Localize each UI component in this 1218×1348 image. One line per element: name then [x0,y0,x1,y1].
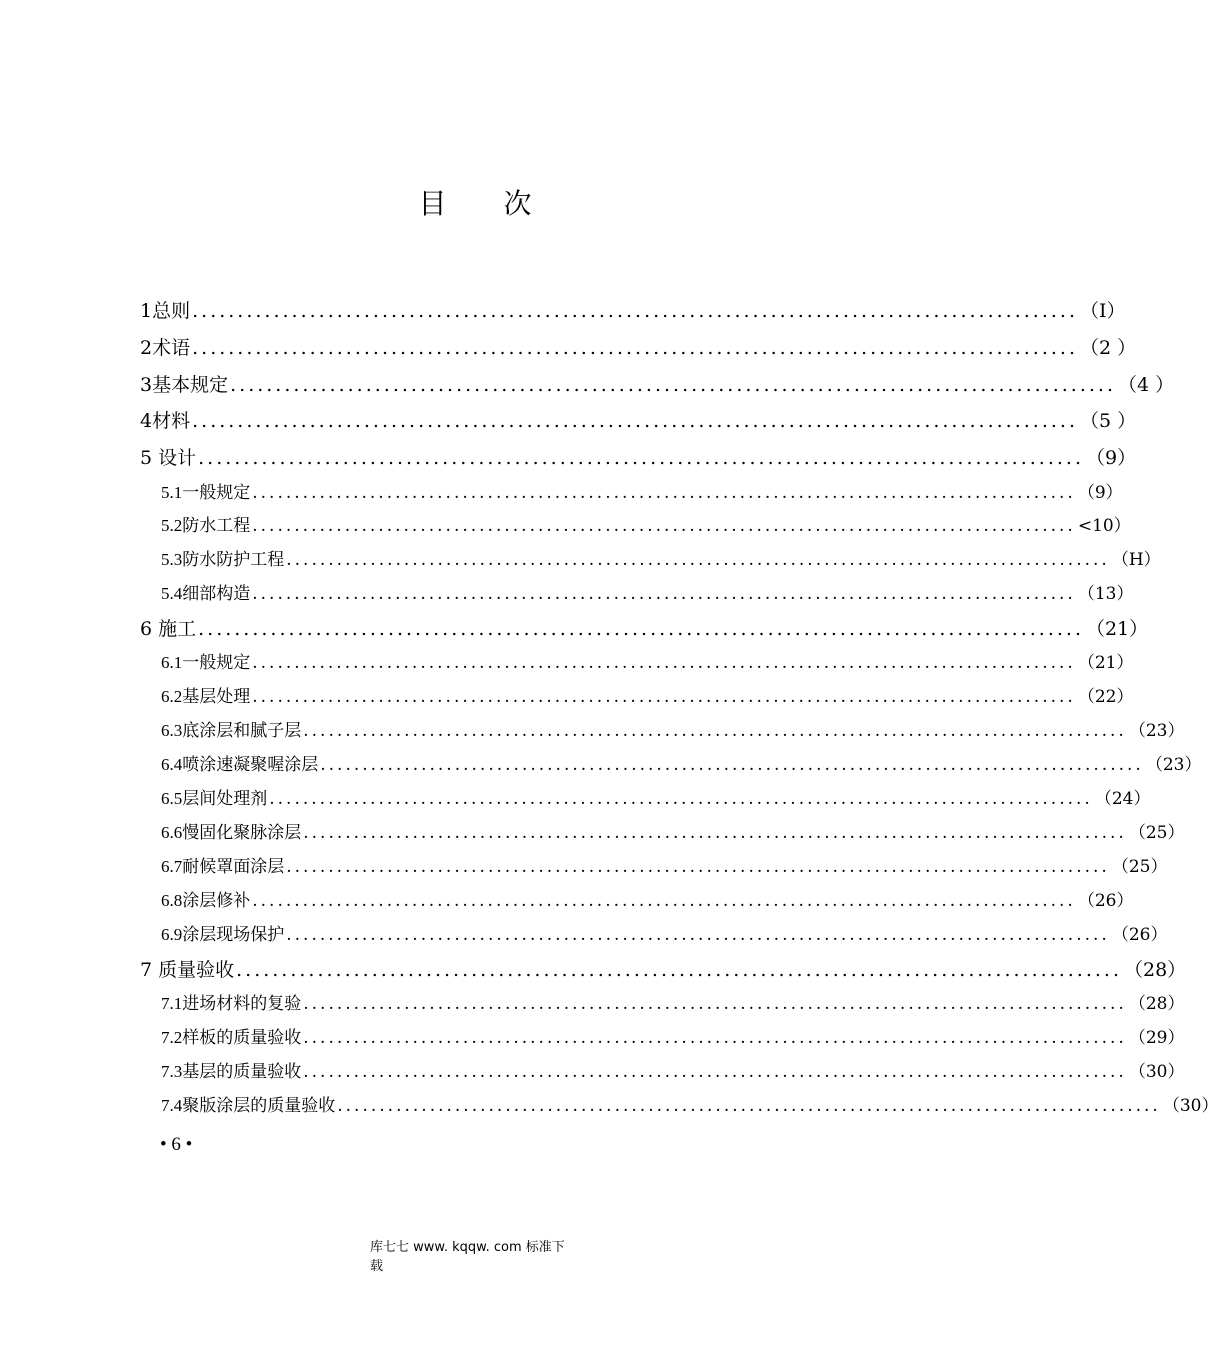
toc-entry-page: （13） [1077,584,1134,604]
page-title: 目 次 [418,187,556,220]
toc-entry-page: （21） [1086,618,1149,640]
toc-entry-page: （25） [1111,857,1168,877]
toc-entry-page: （4 ） [1118,374,1175,396]
toc-entry-title: 细部构造 [182,584,251,604]
toc-dot-leader: .................................................................................................. [252,687,1076,707]
toc-entry-title: 样板的质量验收 [182,1028,302,1048]
toc-dot-leader: .................................................................................................. [320,755,1144,775]
toc-entry-title: 基层的质量验收 [182,1062,302,1082]
toc-entry-title: 涂层修补 [182,891,251,911]
toc-entry-number: 7.4 [161,1096,183,1115]
toc-entry-7-1[interactable] [161,989,1185,1019]
toc-entry-7-3[interactable] [161,1057,1185,1087]
toc-entry-title: 层间处理剂 [182,789,268,809]
toc-entry-number: 2 [140,337,153,359]
toc-entry-3[interactable] [140,370,1175,400]
toc-entry-page: （21） [1077,653,1134,673]
toc-entry-number: 6.6 [161,823,183,842]
toc-entry-title: 一般规定 [182,653,251,673]
toc-entry-5-2[interactable] [161,511,1131,541]
toc-entry-number: 7 [140,959,153,981]
toc-entry-number: 6.7 [161,857,183,876]
toc-dot-leader: .................................................................................................. [303,994,1127,1014]
toc-entry-title: 耐候罩面涂层 [182,857,285,877]
toc-entry-title: 基本规定 [152,374,229,396]
toc-entry-5[interactable] [140,443,1137,473]
toc-dot-leader: .................................................................................................. [252,653,1076,673]
toc-dot-leader: .................................................................................................. [303,721,1127,741]
toc-entry-page: （23） [1128,721,1185,741]
toc-dot-leader: .................................................................................................. [252,483,1076,503]
toc-entry-title: 一般规定 [182,483,251,503]
toc-entry-7-4[interactable] [161,1091,1218,1121]
toc-entry-page: （24） [1094,789,1151,809]
toc-dot-leader: .................................................................................................. [192,337,1078,359]
toc-entry-title: 喷涂速凝聚喔涂层 [182,755,319,775]
toc-entry-number: 7.3 [161,1062,183,1081]
toc-entry-6-5[interactable] [161,784,1151,814]
toc-dot-leader: .................................................................................................. [286,550,1110,570]
footer-line-2: 载 [370,1259,384,1274]
toc-entry-5-4[interactable] [161,579,1134,609]
toc-entry-title: 术语 [152,337,191,359]
toc-dot-leader: .................................................................................................. [303,1062,1127,1082]
toc-entry-page: （26） [1077,891,1134,911]
toc-entry-number: 4 [140,410,153,432]
toc-dot-leader: .................................................................................................. [286,925,1110,945]
toc-entry-7-2[interactable] [161,1023,1185,1053]
toc-entry-5-3[interactable] [161,545,1161,575]
toc-entry-page: （28） [1124,959,1187,981]
toc-entry-6-3[interactable] [161,716,1185,746]
toc-dot-leader: .................................................................................................. [303,1028,1127,1048]
toc-entry-title: 材料 [152,410,191,432]
toc-dot-leader: .................................................................................................. [192,410,1078,432]
toc-entry-page: （9） [1086,447,1137,469]
toc-entry-number: 5 [140,447,153,469]
toc-entry-6-6[interactable] [161,818,1185,848]
toc-entry-page: （H） [1111,550,1161,570]
toc-entry-number: 5.3 [161,550,183,569]
toc-entry-number: 6.3 [161,721,183,740]
toc-entry-6-7[interactable] [161,852,1168,882]
toc-entry-title: 进场材料的复验 [182,994,302,1014]
toc-entry-6[interactable] [140,614,1149,644]
toc-entry-page: （9） [1077,483,1123,503]
toc-entry-2[interactable] [140,333,1137,363]
toc-dot-leader: .................................................................................................. [192,300,1078,322]
toc-entry-title: 施工 [158,618,197,640]
toc-dot-leader: .................................................................................................. [303,823,1127,843]
toc-entry-page: <10） [1077,516,1131,536]
toc-dot-leader: .................................................................................................. [286,857,1110,877]
toc-entry-6-9[interactable] [161,920,1168,950]
toc-entry-title: 设计 [158,447,197,469]
toc-entry-title: 聚版涂层的质量验收 [182,1096,336,1116]
toc-entry-page: （28） [1128,994,1185,1014]
toc-entry-page: （2 ） [1080,337,1137,359]
toc-dot-leader: .................................................................................................. [230,374,1116,396]
toc-entry-number: 5.1 [161,483,183,502]
toc-entry-number: 1 [140,300,153,322]
toc-entry-number: 6.9 [161,925,183,944]
toc-dot-leader: .................................................................................................. [252,516,1076,536]
toc-dot-leader: .................................................................................................. [252,584,1076,604]
toc-entry-number: 6 [140,618,153,640]
toc-entry-page: （30） [1162,1096,1218,1116]
toc-entry-number: 6.2 [161,687,183,706]
toc-entry-page: （5 ） [1080,410,1137,432]
toc-dot-leader: .................................................................................................. [269,789,1093,809]
toc-entry-page: （I） [1080,300,1126,322]
toc-entry-number: 7.1 [161,994,183,1013]
toc-entry-number: 5.2 [161,516,183,535]
toc-entry-page: （29） [1128,1028,1185,1048]
toc-entry-title: 涂层现场保护 [182,925,285,945]
toc-entry-number: 5.4 [161,584,183,603]
toc-entry-number: 7.2 [161,1028,183,1047]
toc-dot-leader: .................................................................................................. [337,1096,1161,1116]
toc-dot-leader: .................................................................................................. [198,447,1084,469]
toc-entry-page: （25） [1128,823,1185,843]
toc-entry-page: （22） [1077,687,1134,707]
toc-entry-page: （30） [1128,1062,1185,1082]
toc-entry-title: 总则 [152,300,191,322]
toc-entry-title: 基层处理 [182,687,251,707]
toc-entry-5-1[interactable] [161,478,1123,508]
toc-entry-title: 慢固化聚脉涂层 [182,823,302,843]
toc-entry-7[interactable] [140,955,1187,985]
toc-entry-title: 质量验收 [158,959,235,981]
toc-entry-title: 防水工程 [182,516,251,536]
toc-dot-leader: .................................................................................................. [236,959,1122,981]
toc-entry-1[interactable] [140,296,1126,326]
toc-entry-number: 6.1 [161,653,183,672]
toc-entry-title: 防水防护工程 [182,550,285,570]
toc-entry-page: （23） [1145,755,1202,775]
toc-entry-number: 6.5 [161,789,183,808]
download-footer [370,1238,570,1276]
toc-entry-6-8[interactable] [161,886,1134,916]
toc-entry-title: 底涂层和腻子层 [182,721,302,741]
footer-line-1: 库七七 www. kqqw. com 标准下 [370,1240,565,1255]
toc-entry-number: 6.8 [161,891,183,910]
toc-entry-4[interactable] [140,406,1137,436]
toc-entry-page: （26） [1111,925,1168,945]
toc-entry-6-4[interactable] [161,750,1202,780]
toc-entry-6-1[interactable] [161,648,1134,678]
toc-entry-6-2[interactable] [161,682,1134,712]
toc-entry-number: 3 [140,374,153,396]
toc-entry-number: 6.4 [161,755,183,774]
toc-dot-leader: .................................................................................................. [252,891,1076,911]
toc-dot-leader: .................................................................................................. [198,618,1084,640]
page-number: • 6 • [160,1134,193,1155]
